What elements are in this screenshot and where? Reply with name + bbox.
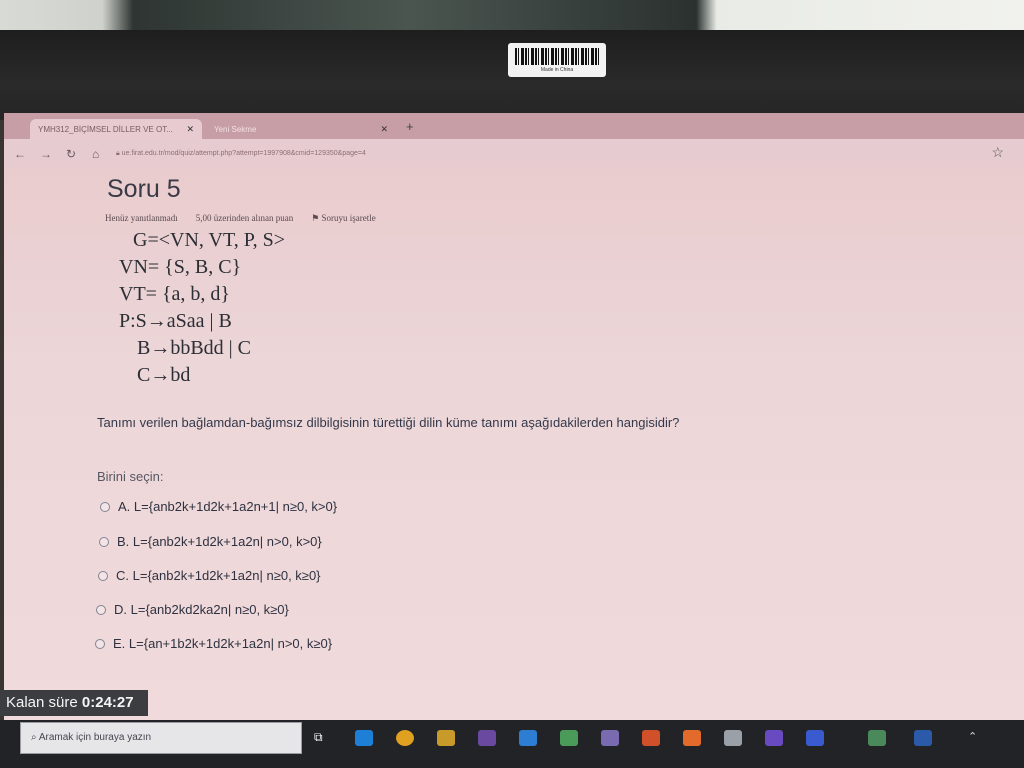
app-icon-7[interactable] — [868, 730, 886, 746]
mail-icon[interactable] — [519, 730, 537, 746]
radio-d[interactable] — [96, 605, 106, 615]
close-icon[interactable]: ✕ — [186, 123, 194, 134]
forward-icon[interactable]: → — [40, 147, 52, 161]
laptop-bezel — [0, 30, 1024, 120]
option-a-letter: A. — [118, 499, 131, 514]
timer-value: 0:24:27 — [81, 694, 134, 711]
option-b-text: L={anb2k+1d2k+1a2n| n>0, k>0} — [132, 534, 322, 549]
radio-a[interactable] — [100, 502, 110, 512]
flag-label: Soruyu işaretle — [321, 213, 376, 223]
back-icon[interactable]: ← — [14, 147, 26, 161]
option-d-text: L={anb2kd2ka2n| n≥0, k≥0} — [130, 602, 289, 617]
reload-icon[interactable]: ↻ — [66, 147, 77, 161]
time-remaining — [0, 690, 148, 716]
option-e-text: L={an+1b2k+1d2k+1a2n| n>0, k≥0} — [128, 636, 333, 651]
flag-question[interactable] — [311, 213, 376, 224]
grammar-vt: VT= {a, b, d} — [119, 283, 231, 305]
barcode-sticker — [508, 43, 606, 77]
visual-studio-icon[interactable] — [765, 730, 783, 746]
chrome-icon[interactable] — [396, 730, 414, 746]
grammar-b: B→bbBdd | C — [137, 337, 252, 359]
tab-quiz-label: YMH312_BİÇİMSEL DİLLER VE OT... — [38, 124, 173, 134]
home-icon[interactable]: ⌂ — [92, 147, 100, 161]
url-text: ue.firat.edu.tr/mod/quiz/attempt.php?attempt=1997908&cmid=129350&page=4 — [121, 150, 366, 157]
taskbar — [0, 720, 1024, 768]
close-icon[interactable]: ✕ — [380, 123, 388, 134]
flag-icon: ⚑ — [311, 213, 322, 223]
tab-new-label: Yeni Sekme — [214, 124, 257, 134]
question-title: Soru 5 — [107, 175, 181, 203]
option-d[interactable] — [96, 602, 289, 617]
radio-e[interactable] — [95, 639, 105, 649]
tab-new[interactable] — [206, 119, 396, 139]
search-placeholder: Aramak için buraya yazın — [38, 732, 152, 743]
choose-label: Birini seçin: — [97, 469, 164, 484]
task-view-icon[interactable]: ⧉ — [314, 730, 323, 744]
tray-chevron-icon[interactable]: ⌃ — [968, 731, 978, 743]
grammar-g: G=<VN, VT, P, S> — [133, 229, 286, 251]
question-status: Henüz yanıtlanmadı — [105, 213, 178, 223]
barcode-caption: Made in China — [540, 66, 574, 73]
url-field[interactable] — [116, 146, 956, 162]
media-icon[interactable] — [478, 730, 496, 746]
app-icon-3[interactable] — [642, 730, 660, 746]
tab-bar — [4, 113, 1024, 139]
option-e[interactable] — [95, 636, 332, 651]
taskbar-search[interactable] — [20, 722, 302, 754]
lock-icon: 🔒︎ — [116, 150, 122, 157]
address-bar — [4, 139, 1024, 167]
option-c-text: L={anb2k+1d2k+1a2n| n≥0, k≥0} — [132, 568, 321, 583]
quiz-content — [4, 167, 1024, 741]
app-icon-2[interactable] — [601, 730, 619, 746]
option-c-letter: C. — [116, 568, 129, 583]
app-icon-1[interactable] — [560, 730, 578, 746]
option-a[interactable] — [100, 499, 337, 514]
radio-b[interactable] — [99, 537, 109, 547]
question-meta — [105, 213, 376, 224]
option-d-letter: D. — [114, 602, 127, 617]
option-e-letter: E. — [113, 636, 126, 651]
option-b[interactable] — [99, 534, 322, 549]
tab-quiz[interactable] — [30, 119, 202, 139]
edge-icon[interactable] — [355, 730, 373, 746]
option-b-letter: B. — [117, 534, 130, 549]
grammar-vn: VN= {S, B, C} — [119, 256, 242, 278]
option-a-text: L={anb2k+1d2k+1a2n+1| n≥0, k>0} — [133, 499, 338, 514]
timer-label: Kalan süre — [6, 694, 78, 711]
bookmark-star-icon[interactable]: ☆ — [991, 144, 1004, 160]
question-prompt: Tanımı verilen bağlamdan-bağımsız dilbilgisinin türettiği dilin küme tanımı aşağıdakilerden hangisidir? — [97, 415, 680, 430]
grammar-p: P:S→aSaa | B — [119, 310, 232, 332]
app-icon-8[interactable] — [914, 730, 932, 746]
app-icon-5[interactable] — [724, 730, 742, 746]
new-tab-icon[interactable]: + — [406, 119, 414, 134]
radio-c[interactable] — [98, 571, 108, 581]
browser-window — [4, 113, 1024, 741]
grammar-definition — [119, 227, 285, 389]
file-explorer-icon[interactable] — [437, 730, 455, 746]
app-icon-6[interactable] — [806, 730, 824, 746]
question-points: 5,00 üzerinden alınan puan — [195, 213, 294, 223]
search-icon: ⌕ — [31, 732, 39, 743]
app-icon-4[interactable] — [683, 730, 701, 746]
option-c[interactable] — [98, 568, 321, 583]
grammar-c: C→bd — [137, 364, 191, 386]
